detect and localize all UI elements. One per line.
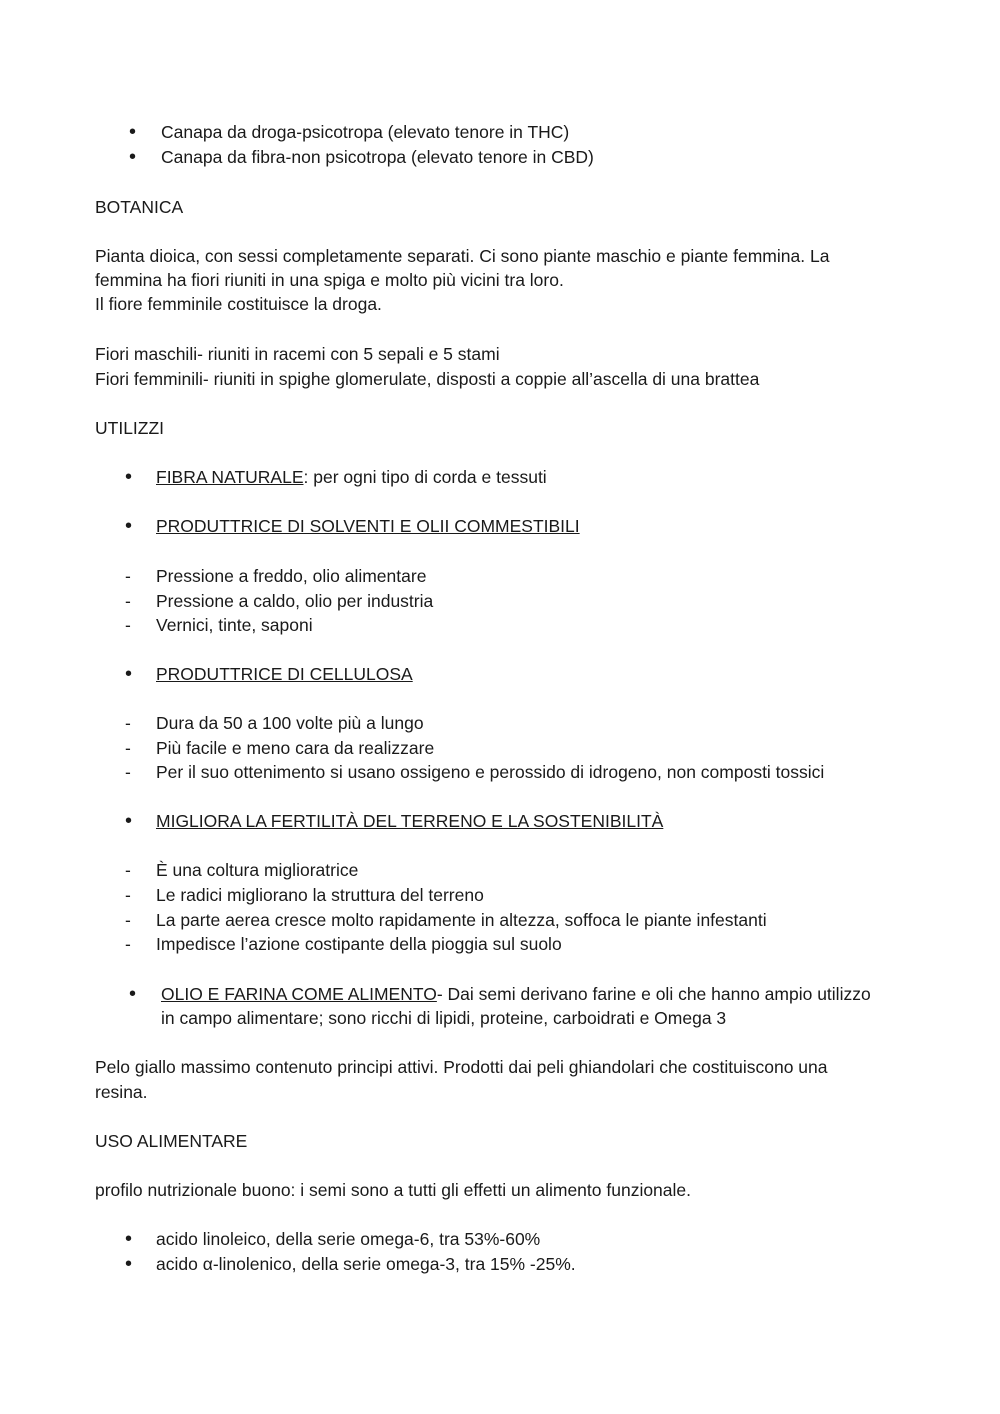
bullet-icon: • (125, 1253, 133, 1275)
bullet-icon: • (125, 466, 133, 488)
dash-icon: - (125, 762, 131, 782)
dash-icon: - (125, 860, 131, 880)
uso-alimentare-heading: USO ALIMENTARE (95, 1131, 248, 1151)
olio-item (161, 982, 871, 1006)
bullet-icon: • (125, 1228, 133, 1250)
bullet-icon: • (129, 146, 137, 168)
fiori-femminili-line: Fiori femminili- riuniti in spighe glomerulate, disposti a coppie all’ascella di una brattea (95, 369, 760, 389)
solventi-item: Pressione a caldo, olio per industria (156, 591, 434, 611)
fertilita-item: Le radici migliorano la struttura del terreno (156, 885, 484, 905)
olio-text-continuation: in campo alimentare; sono ricchi di lipidi, proteine, carboidrati e Omega 3 (161, 1008, 727, 1028)
olio-title: OLIO E FARINA COME ALIMENTO (161, 984, 437, 1004)
dash-icon: - (125, 713, 131, 733)
acido-item: acido linoleico, della serie omega-6, tra 53%-60% (156, 1229, 541, 1249)
cellulosa-item: Dura da 50 a 100 volte più a lungo (156, 713, 424, 733)
acido-item: acido α-linolenico, della serie omega-3, tra 15% -25%. (156, 1254, 576, 1274)
fertilita-item: È una coltura miglioratrice (156, 860, 359, 880)
pelo-paragraph-line: Pelo giallo massimo contenuto principi attivi. Prodotti dai peli ghiandolari che costituiscono una (95, 1057, 828, 1077)
uso-alimentare-intro: profilo nutrizionale buono: i semi sono a tutti gli effetti un alimento funzionale. (95, 1180, 692, 1200)
botanica-heading: BOTANICA (95, 197, 184, 217)
solventi-item: Pressione a freddo, olio alimentare (156, 566, 427, 586)
solventi-title: PRODUTTRICE DI SOLVENTI E OLII COMMESTIBILI (156, 516, 580, 536)
fibra-title: FIBRA NATURALE (156, 467, 304, 487)
bullet-icon: • (125, 663, 133, 685)
cellulosa-title: PRODUTTRICE DI CELLULOSA (156, 664, 413, 684)
dash-icon: - (125, 934, 131, 954)
dash-icon: - (125, 738, 131, 758)
intro-bullet: Canapa da fibra-non psicotropa (elevato tenore in CBD) (161, 147, 594, 167)
dash-icon: - (125, 591, 131, 611)
fibra-item (156, 465, 547, 489)
dash-icon: - (125, 910, 131, 930)
cellulosa-item: Per il suo ottenimento si usano ossigeno e perossido di idrogeno, non composti tossici (156, 762, 825, 782)
dash-icon: - (125, 885, 131, 905)
fiori-maschili-line: Fiori maschili- riuniti in racemi con 5 sepali e 5 stami (95, 344, 500, 364)
botanica-paragraph-line: Pianta dioica, con sessi completamente separati. Ci sono piante maschio e piante femmina. La (95, 246, 830, 266)
cellulosa-item: Più facile e meno cara da realizzare (156, 738, 435, 758)
fibra-text: : per ogni tipo di corda e tessuti (303, 467, 547, 487)
solventi-item: Vernici, tinte, saponi (156, 615, 313, 635)
bullet-icon: • (125, 515, 133, 537)
intro-bullet: Canapa da droga-psicotropa (elevato tenore in THC) (161, 122, 570, 142)
bullet-icon: • (129, 983, 137, 1005)
pelo-paragraph-line: resina. (95, 1082, 148, 1102)
botanica-paragraph-line: Il fiore femminile costituisce la droga. (95, 294, 382, 314)
olio-text: - Dai semi derivano farine e oli che hanno ampio utilizzo (436, 984, 871, 1004)
dash-icon: - (125, 615, 131, 635)
bullet-icon: • (129, 121, 137, 143)
dash-icon: - (125, 566, 131, 586)
utilizzi-heading: UTILIZZI (95, 418, 165, 438)
fertilita-item: Impedisce l’azione costipante della pioggia sul suolo (156, 934, 562, 954)
botanica-paragraph-line: femmina ha fiori riuniti in una spiga e molto più vicini tra loro. (95, 270, 564, 290)
fertilita-title: MIGLIORA LA FERTILITÀ DEL TERRENO E LA SOSTENIBILITÀ (156, 811, 664, 831)
fertilita-item: La parte aerea cresce molto rapidamente in altezza, soffoca le piante infestanti (156, 910, 767, 930)
bullet-icon: • (125, 810, 133, 832)
